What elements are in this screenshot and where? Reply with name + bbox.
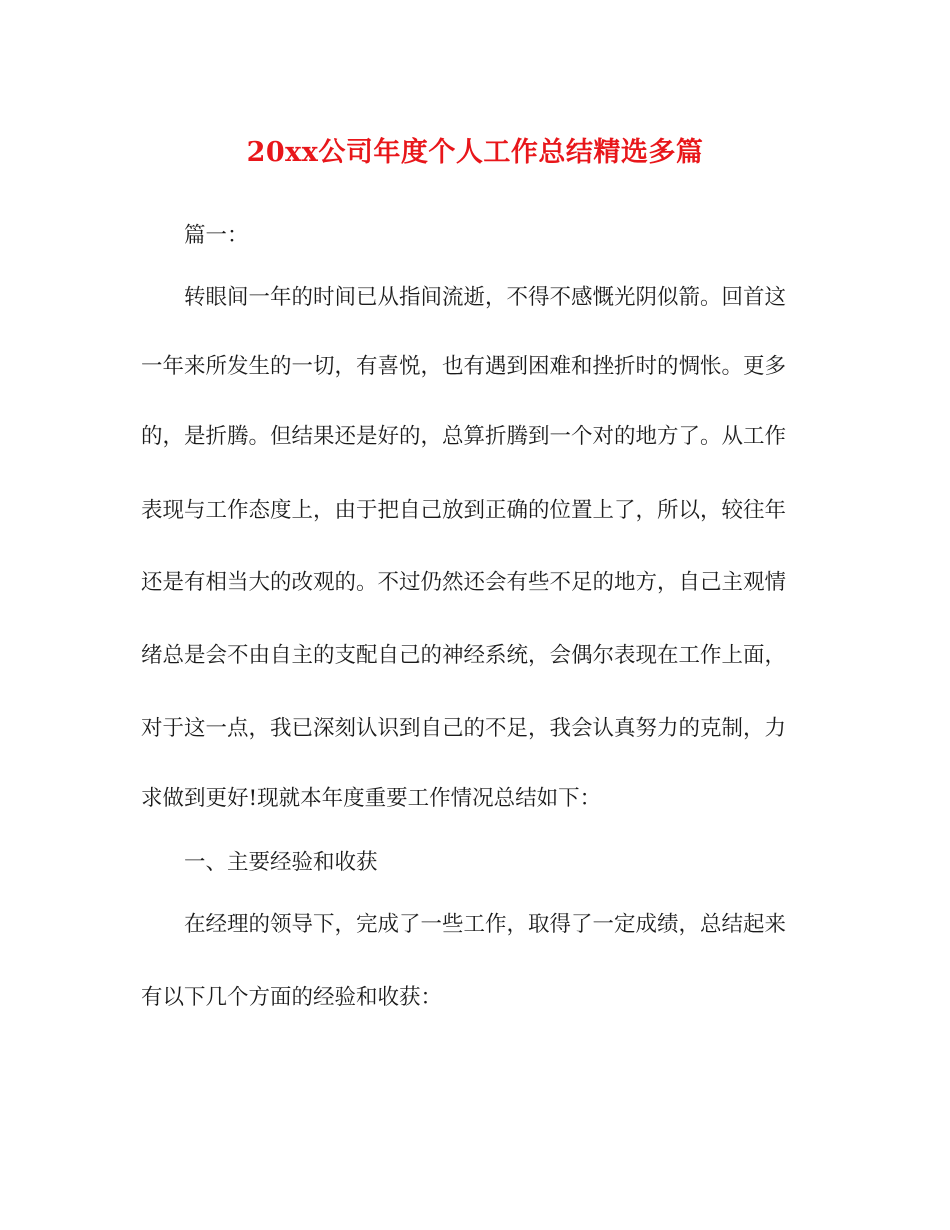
paragraph-line: 转眼间一年的时间已从指间流逝，不得不感慨光阴似箭。回首这 (184, 285, 787, 310)
paragraph-line: 对于这一点，我已深刻认识到自己的不足，我会认真努力的克制，力 (141, 716, 787, 741)
section-heading: 一、主要经验和收获 (184, 850, 378, 875)
paragraph-line: 的，是折腾。但结果还是好的，总算折腾到一个对的地方了。从工作 (141, 424, 787, 449)
paragraph-line: 求做到更好!现就本年度重要工作情况总结如下： (141, 786, 602, 811)
paragraph-line: 有以下几个方面的经验和收获： (141, 985, 443, 1010)
paragraph-line: 还是有相当大的改观的。不过仍然还会有些不足的地方，自己主观情 (141, 570, 787, 595)
paragraph-line: 在经理的领导下，完成了一些工作，取得了一定成绩，总结起来 (184, 912, 787, 937)
paragraph-line: 一年来所发生的一切，有喜悦，也有遇到困难和挫折时的惆怅。更多 (141, 354, 787, 379)
paragraph-line: 表现与工作态度上，由于把自己放到正确的位置上了，所以，较往年 (141, 498, 787, 523)
document-title: 20xx公司年度个人工作总结精选多篇 (246, 137, 704, 168)
paragraph-line: 绪总是会不由自主的支配自己的神经系统，会偶尔表现在工作上面， (141, 643, 787, 668)
section-label: 篇一： (184, 223, 249, 248)
